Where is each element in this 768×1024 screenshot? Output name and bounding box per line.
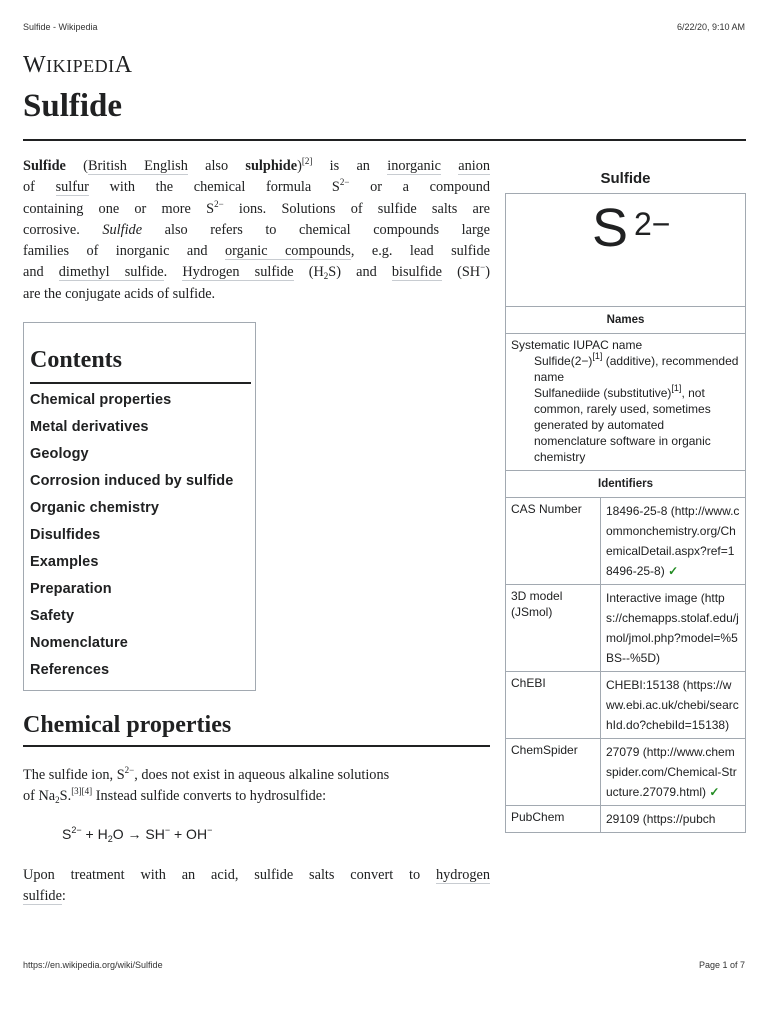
print-footer-url: https://en.wikipedia.org/wiki/Sulfide: [23, 960, 163, 970]
chemical-properties-paragraph-1: The sulfide ion, $S^{2-}$, does not exist in aqueous alkaline solutions of $Na_2S.[3][4]$ Instead sulfide converts to hydrosulfide:: [23, 765, 390, 805]
toc-item[interactable]: Organic chemistry: [30, 500, 160, 516]
chemical-properties-paragraph-2: Upon treatment with an acid, sulfide salts convert to hydrogen sulfide:: [23, 867, 490, 904]
intro-paragraph: Sulfide (British English also sulphide)[2] is an inorganic anion of sulfur with the chemical formula $S^{2-}$ or a compound containing one or more $S^{2-}$ ions. Solutions of sulfide salts are corrosive. Sulfide also refers to chemical compounds large families of inorganic and organic compounds, e.g. lead sulfide and dimethyl sulfide. Hydrogen sulfide $(H_2S)$ and bisulfide (SH−) are the conjugate acids of sulfide.: [23, 156, 491, 302]
toc-item[interactable]: References: [30, 662, 110, 678]
equation-sulfide-hydrolysis: $S^{2-} + H_2O \to SH^- + OH^-$: [62, 825, 213, 844]
section-divider: [23, 745, 490, 747]
toc-item[interactable]: Safety: [30, 608, 75, 624]
infobox: [505, 193, 746, 833]
link-inorganic[interactable]: inorganic: [387, 158, 441, 174]
wikipedia-logo[interactable]: WIKIPEDIA: [23, 52, 133, 78]
print-footer-page: Page 1 of 7: [698, 960, 745, 970]
verified-check-icon: ✓: [668, 564, 679, 578]
identifier-key: PubChem: [506, 806, 601, 832]
identifier-value[interactable]: 18496-25-8 (http://www.commonchemistry.org/ChemicalDetail.aspx?ref=18496-25-8) ✓: [606, 504, 740, 578]
infobox-identifiers-header: Identifiers: [506, 471, 745, 498]
identifier-row: [506, 806, 745, 832]
toc-item[interactable]: Nomenclature: [30, 635, 128, 651]
iupac-name-label: Systematic IUPAC name: [511, 338, 643, 352]
link-sulfur[interactable]: sulfur: [55, 179, 89, 196]
link-hydrogen-sulfide-2[interactable]: hydrogen: [436, 867, 490, 883]
print-header-datetime: 6/22/20, 9:10 AM: [676, 22, 745, 32]
infobox-caption: Sulfide: [600, 170, 651, 187]
identifier-row: [506, 585, 745, 672]
identifier-row: [506, 672, 745, 739]
verified-check-icon: ✓: [709, 785, 720, 799]
link-bisulfide[interactable]: bisulfide: [391, 264, 442, 281]
link-hydrogen-sulfide[interactable]: Hydrogen sulfide: [182, 264, 294, 281]
infobox-formula: S 2−: [506, 194, 745, 307]
link-organic-compounds[interactable]: organic compounds: [224, 243, 351, 260]
toc-item[interactable]: Preparation: [30, 581, 112, 597]
link-british-english[interactable]: British English: [87, 158, 188, 174]
print-header-title: Sulfide - Wikipedia: [23, 22, 98, 32]
identifier-row: [506, 498, 745, 585]
toc-item[interactable]: Examples: [30, 554, 99, 570]
link-dimethyl-sulfide[interactable]: dimethyl sulfide: [58, 264, 164, 281]
identifier-row: [506, 739, 745, 806]
toc-item[interactable]: Corrosion induced by sulfide: [30, 473, 234, 489]
infobox-names-header: Names: [506, 307, 745, 334]
identifier-key: CAS Number: [506, 498, 601, 584]
identifier-key: ChEBI: [506, 672, 601, 738]
citation-3-4[interactable]: [3][4]: [71, 786, 93, 796]
toc-divider: [30, 382, 251, 384]
toc-item[interactable]: Chemical properties: [30, 392, 172, 408]
identifier-key: 3D model (JSmol): [506, 585, 601, 671]
toc-item[interactable]: Disulfides: [30, 527, 101, 543]
toc-heading: Contents: [30, 347, 123, 373]
identifier-value[interactable]: CHEBI:15138 (https://www.ebi.ac.uk/chebi/searchId.do?chebiId=15138): [606, 678, 739, 732]
table-of-contents: [23, 322, 256, 691]
identifier-value[interactable]: Interactive image (https://chemapps.stolaf.edu/jmol/jmol.php?model=%5BS--%5D): [606, 591, 739, 665]
identifier-value[interactable]: 29109 (https://pubch: [606, 812, 716, 826]
title-divider: [23, 139, 746, 141]
link-hydrogen-sulfide-2-cont[interactable]: sulfide: [23, 888, 62, 904]
citation-2[interactable]: [2]: [301, 156, 313, 166]
infobox-names: [506, 334, 745, 471]
section-heading-chemical-properties: Chemical properties: [23, 712, 232, 738]
identifier-key: ChemSpider: [506, 739, 601, 805]
iupac-name-1: Sulfide(2−)[1] (additive), recommended name: [534, 351, 739, 384]
page-title: Sulfide: [23, 88, 123, 124]
toc-item[interactable]: Geology: [30, 446, 89, 462]
link-anion[interactable]: anion: [458, 158, 490, 174]
identifier-value[interactable]: 27079 (http://www.chemspider.com/Chemical-Structure.27079.html) ✓: [606, 745, 737, 799]
iupac-name-2: Sulfanediide (substitutive)[1], not common, rarely used, sometimes generated by automated nomenclature software in organic chemistry: [534, 383, 711, 464]
toc-item[interactable]: Metal derivatives: [30, 419, 149, 435]
